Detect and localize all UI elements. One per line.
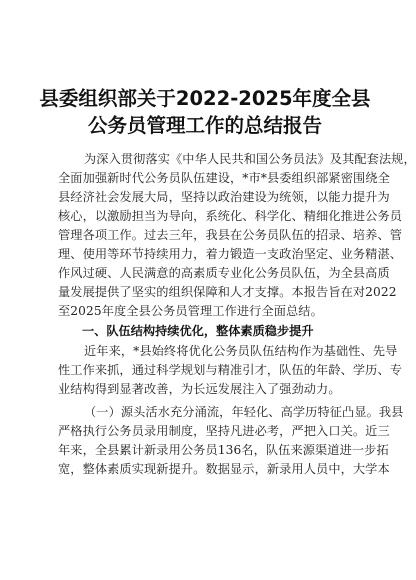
subsection-line: （一）源头活水充分涌流，年轻化、高学历特征凸显。我县: [84, 405, 404, 419]
subsection-line: 年来，全县累计新录用公务员136名，队伍来源渠道进一步拓: [58, 443, 389, 457]
section-heading: 一、队伍结构持续优化，整体素质稳步提升: [82, 324, 314, 338]
intro-line: 作风过硬、人民满意的高素质专业化公务员队伍，为全县高质: [58, 266, 390, 280]
intro-line: 理、使用等环节持续用力，着力锻造一支政治坚定、业务精湛、: [58, 247, 403, 261]
intro-line: 为深入贯彻落实《中华人民共和国公务员法》及其配套法规，: [84, 152, 416, 166]
section-line: 性工作来抓，通过科学规划与精准引才，队伍的年龄、学历、专: [58, 363, 403, 377]
document-title-line-1: 县委组织部关于2022-2025年度全县: [39, 87, 371, 110]
intro-line: 县经济社会发展大局，坚持以政治建设为统领，以能力提升为: [58, 190, 390, 204]
subsection-line: 严格执行公务员录用制度，坚持凡进必考，严把入口关。近三: [58, 424, 390, 438]
intro-line: 全面加强新时代公务员队伍建设，*市*县委组织部紧密围绕全: [58, 171, 390, 185]
section-line: 业结构得到显著改善，为长远发展注入了强劲动力。: [58, 382, 341, 396]
intro-line: 至2025年度全县公务员管理工作进行全面总结。: [58, 304, 323, 318]
document-title-line-2: 公务员管理工作的总结报告: [87, 114, 322, 137]
section-line: 近年来，*县始终将优化公务员队伍结构作为基础性、先导: [84, 344, 398, 358]
subsection-line: 宽，整体素质实现新提升。数据显示，新录用人员中，大学本: [58, 462, 390, 476]
intro-line: 核心，以激励担当为导向，系统化、科学化、精细化推进公务员: [58, 209, 403, 223]
intro-line: 管理各项工作。过去三年，我县在公务员队伍的招录、培养、管: [58, 228, 403, 242]
intro-line: 量发展提供了坚实的组织保障和人才支撑。本报告旨在对2022: [58, 285, 397, 299]
